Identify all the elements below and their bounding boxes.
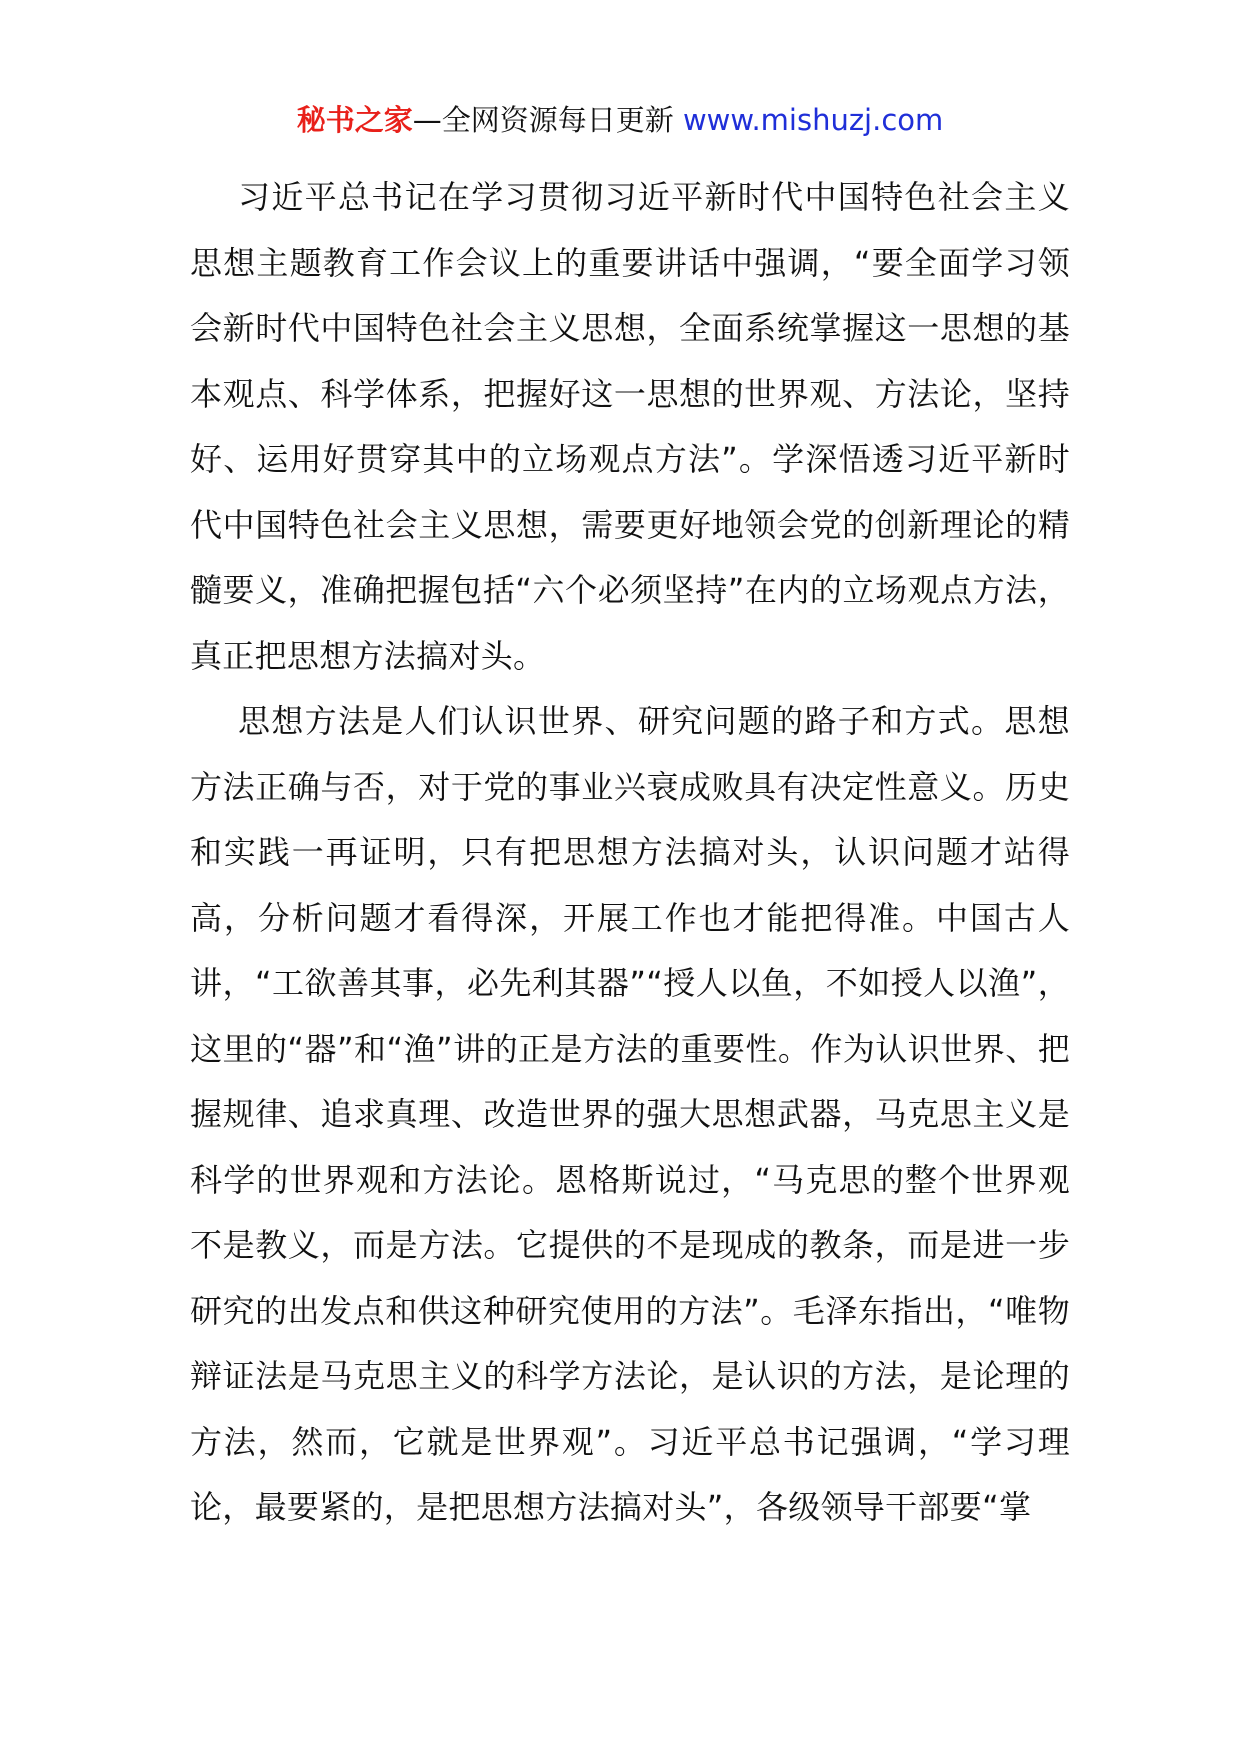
document-body: [190, 165, 1070, 1541]
site-slogan: —全网资源每日更新: [412, 103, 683, 137]
paragraph-2: 思想方法是人们认识世界、研究问题的路子和方式。思想方法正确与否，对于党的事业兴衰成败具有决定性意义。历史和实践一再证明，只有把思想方法搞对头，认识问题才站得高，分析问题才看得深，开展工作也才能把得准。中国古人讲，“工欲善其事，必先利其器”“授人以鱼，不如授人以渔”，这里的“器”和“渔”讲的正是方法的重要性。作为认识世界、把握规律、追求真理、改造世界的强大思想武器，马克思主义是科学的世界观和方法论。恩格斯说过，“马克思的整个世界观不是教义，而是方法。它提供的不是现成的教条，而是进一步研究的出发点和供这种研究使用的方法”。毛泽东指出，“唯物辩证法是马克思主义的科学方法论，是认识的方法，是论理的方法，然而，它就是世界观”。习近平总书记强调，“学习理论，最要紧的，是把思想方法搞对头”，各级领导干部要“掌: [190, 702, 1070, 1526]
site-brand: 秘书之家: [296, 103, 413, 137]
paragraph-1: 习近平总书记在学习贯彻习近平新时代中国特色社会主义思想主题教育工作会议上的重要讲话中强调，“要全面学习领会新时代中国特色社会主义思想，全面系统掌握这一思想的基本观点、科学体系，把握好这一思想的世界观、方法论，坚持好、运用好贯穿其中的立场观点方法”。学深悟透习近平新时代中国特色社会主义思想，需要更好地领会党的创新理论的精髓要义，准确把握包括“六个必须坚持”在内的立场观点方法，真正把思想方法搞对头。: [190, 178, 1070, 675]
site-url[interactable]: www.mishuzj.com: [682, 103, 944, 137]
site-header: [0, 100, 1240, 140]
